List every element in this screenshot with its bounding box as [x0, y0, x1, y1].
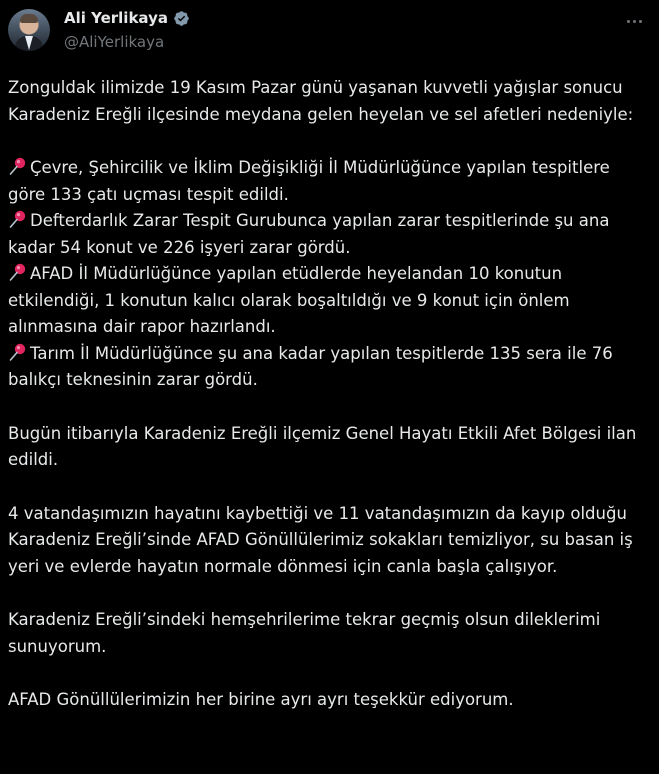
pushpin-icon [8, 157, 30, 175]
pushpin-icon [8, 210, 30, 228]
more-horizontal-icon[interactable] [622, 12, 646, 30]
bullet-text: Tarım İl Müdürlüğünce şu ana kadar yapılan tespitlerde 135 sera ile 76 balıkçı teknesinin zarar gördü. [8, 343, 613, 389]
bullet-text: Çevre, Şehircilik ve İklim Değişikliği İl Müdürlüğünce yapılan tespitlere göre 133 çatı uçması tespit edildi. [8, 158, 610, 204]
tweet-paragraph: Karadeniz Ereğli’sindeki hemşehrilerime tekrar geçmiş olsun dileklerimi sunuyorum. [8, 610, 601, 656]
author-display-name[interactable]: Ali Yerlikaya [64, 9, 168, 27]
avatar[interactable] [8, 9, 50, 51]
tweet-bullet [8, 208, 648, 261]
pushpin-icon [8, 263, 30, 281]
pushpin-icon [8, 343, 30, 361]
author-handle[interactable]: @AliYerlikaya [64, 33, 165, 51]
tweet-bullet [8, 261, 648, 341]
tweet-paragraph: 4 vatandaşımızın hayatını kaybettiği ve 11 vatandaşımızın da kayıp olduğu Karadeniz Ereğli’sinde AFAD Gönüllülerimiz sokakları temizliyor, su basan iş yeri ve evlerde hayatın normale dönmesi için canla başla çalışıyor. [8, 503, 633, 576]
bullet-text: AFAD İl Müdürlüğünce yapılan etüdlerde heyelandan 10 konutun etkilendiği, 1 konutun kalıcı olarak boşaltıldığı ve 9 konut için önlem alınmasına dair rapor hazırlandı. [8, 264, 570, 336]
tweet-bullet [8, 341, 648, 394]
tweet-text [8, 75, 648, 714]
tweet-paragraph: Bugün itibarıyla Karadeniz Ereğli ilçemiz Genel Hayatı Etkili Afet Bölgesi ilan edildi. [8, 423, 637, 469]
tweet-header [0, 0, 659, 70]
tweet-paragraph: AFAD Gönüllülerimizin her birine ayrı ayrı teşekkür ediyorum. [8, 690, 514, 709]
bullet-text: Defterdarlık Zarar Tespit Gurubunca yapılan zarar tespitlerinde şu ana kadar 54 konut ve 226 işyeri zarar gördü. [8, 211, 610, 257]
tweet-bullet [8, 155, 648, 208]
tweet-intro: Zonguldak ilimizde 19 Kasım Pazar günü yaşanan kuvvetli yağışlar sonucu Karadeniz Ereğli ilçesinde meydana gelen heyelan ve sel afetleri nedeniyle: [8, 78, 634, 124]
author-name-row [64, 9, 190, 27]
verified-badge-icon [173, 10, 190, 27]
